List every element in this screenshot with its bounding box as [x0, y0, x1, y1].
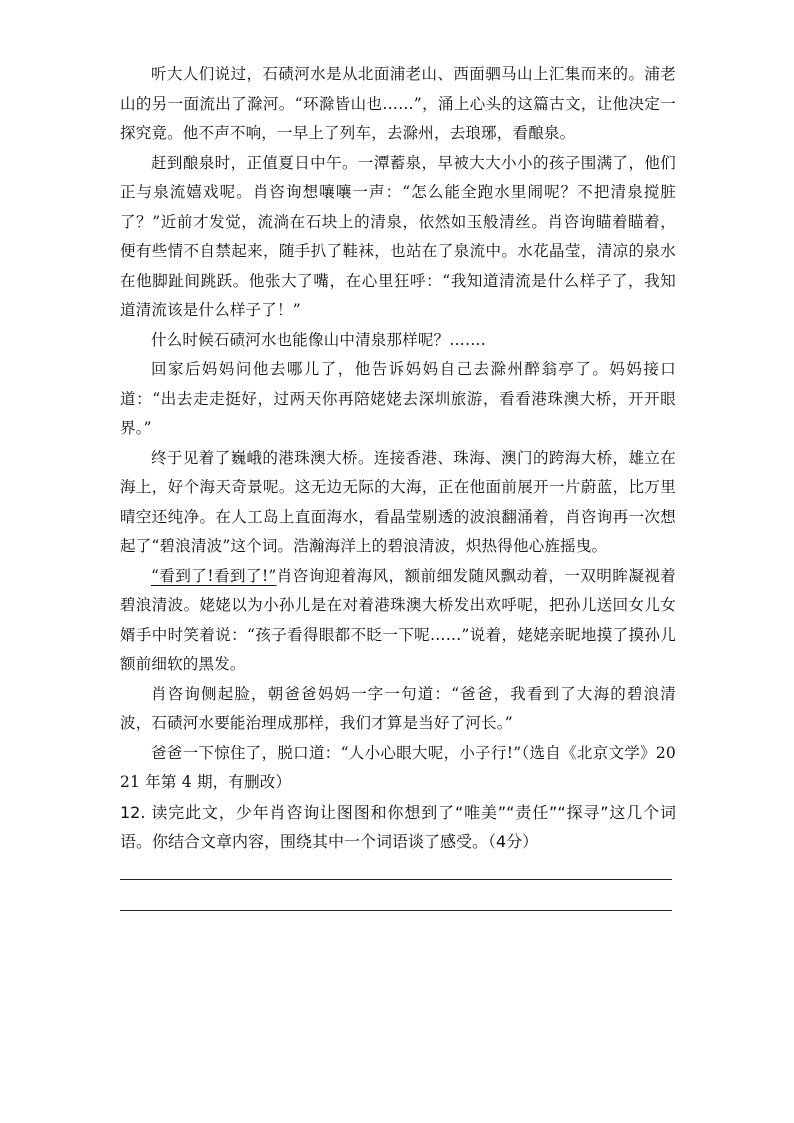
document-page: [120, 60, 676, 911]
paragraph-3: 什么时候石碛河水也能像山中清泉那样呢？…….: [151, 330, 486, 349]
answer-line-2[interactable]: [120, 910, 672, 911]
answer-line-1[interactable]: [120, 879, 672, 880]
paragraph-8: 爸爸一下惊住了，脱口道：“人小心眼大呢，小子行!”（选自《北京文学》2021 年第 4 期，有删改）: [120, 743, 676, 791]
paragraph-6: [120, 562, 676, 680]
paragraph-1: 听大人们说过，石碛河水是从北面浦老山、西面驷马山上汇集而来的。浦老山的另一面流出了滁河。“环滁皆山也……”，涌上心头的这篇古文，让他决定一探究竟。他不声不响，一早上了列车，去滁州，去琅琊，看酿泉。: [120, 65, 676, 142]
paragraph-5: 终于见着了巍峨的港珠澳大桥。连接香港、珠海、澳门的跨海大桥，雄立在海上，好个海天奇景呢。这无边无际的大海，正在他面前展开一片蔚蓝，比万里晴空还纯净。在人工岛上直面海水，看晶莹剔透的波浪翻涌着，肖咨询再一次想起了“碧浪清波”这个词。浩瀚海洋上的碧浪清波，炽热得他心旌摇曳。: [120, 448, 676, 555]
paragraph-7: 肖咨询侧起脸，朝爸爸妈妈一字一句道：“爸爸，我看到了大海的碧浪清波，石碛河水要能治理成那样，我们才算是当好了河长。”: [120, 684, 676, 732]
question-12: 12. 读完此文，少年肖咨询让图图和你想到了“唯美”“责任”“探寻”这几个词语。你结合文章内容，围绕其中一个词语谈了感受。（4分）: [120, 802, 676, 851]
paragraph-2: 赶到酿泉时，正值夏日中午。一潭蓄泉，早被大大小小的孩子围满了，他们正与泉流嬉戏呢。肖咨询想嚷嚷一声：“怎么能全跑水里闹呢？不把清泉搅脏了？”近前才发觉，流淌在石块上的清泉，依然如玉般清丝。肖咨询瞄着瞄着，便有些情不自禁起来，随手扒了鞋袜，也站在了泉流中。水花晶莹，清凉的泉水在他脚趾间跳跃。他张大了嘴，在心里狂呼：“我知道清流是什么样子了，我知道清流该是什么样子了！”: [120, 153, 676, 319]
paragraph-4: 回家后妈妈问他去哪儿了，他告诉妈妈自己去滁州醉翁亭了。妈妈接口道：“出去走走挺好，过两天你再陪姥姥去深圳旅游，看看港珠澳大桥，开开眼界。”: [120, 360, 676, 437]
underlined-exclamation: “看到了!看到了!”: [151, 566, 277, 585]
paragraph-6-rest: 肖咨询迎着海风，额前细发随风飘动着，一双明眸凝视着碧浪清波。姥姥以为小孙儿是在对着港珠澳大桥发出欢呼呢，把孙儿送回女儿女婿手中时笑着说：“孩子看得眼都不眨一下呢……”说着，姥姥亲昵地摸了摸孙儿额前细软的黑发。: [120, 566, 676, 673]
